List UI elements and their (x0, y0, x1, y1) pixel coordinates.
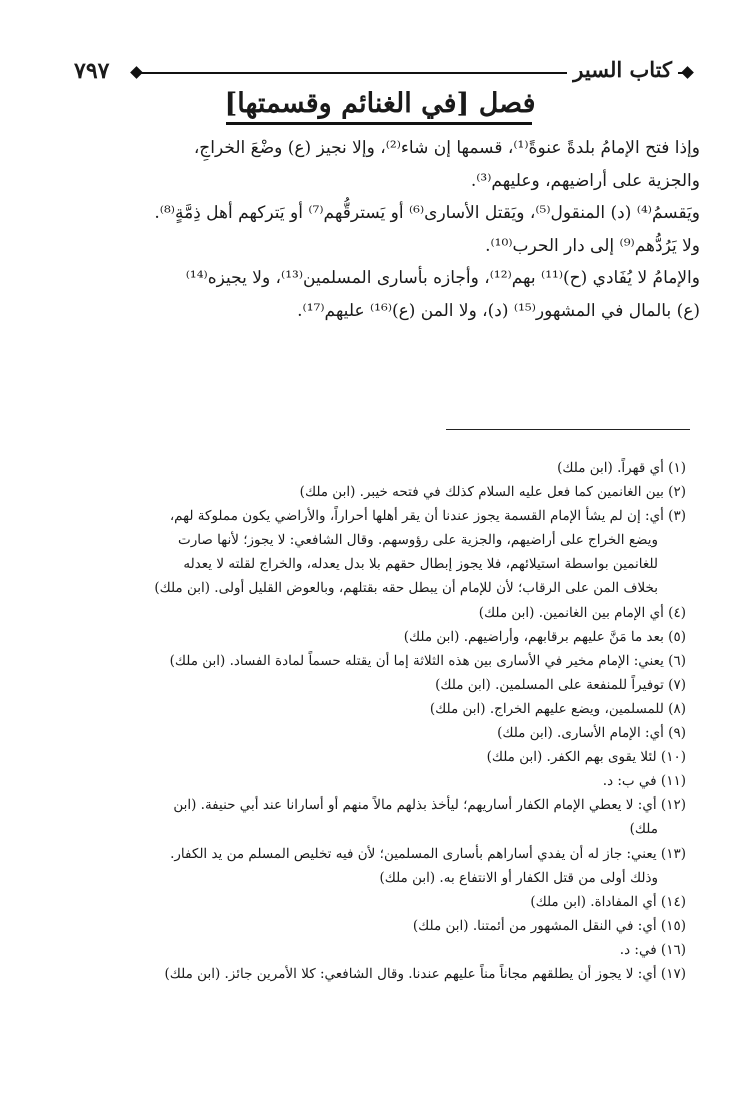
footnote-line: (٤) أي الإمام بين الغانمين. (ابن ملك) (478, 604, 686, 621)
footnote-line: (١) أي قهراً. (ابن ملك) (557, 460, 686, 476)
header-diamond-left (130, 66, 143, 79)
page-number: ٧٩٧ (74, 58, 130, 84)
footnote-line: (١١) في ب: د. (602, 773, 686, 790)
footnote-line: ويضع الخراج على أراضيهم، والجزية على رؤوسهم. وقال الشافعي: لا يجوز؛ لأنها صارت (178, 532, 658, 549)
chapter-heading: فصل [في الغنائم وقسمتها] (224, 88, 536, 119)
footnote-line: (١٢) أي: لا يعطي الإمام الكفار أساريهم؛ ليأخذ بذلهم مالاً منهم أو أسارانا عند أبي حنيفة. (ابن (173, 797, 686, 814)
footnote-line: (١٣) يعني: جاز له أن يفدي أساراهم بأسارى المسلمين؛ لأن فيه تخليص المسلم من يد الكفار. (170, 845, 686, 862)
main-text-line: والإمامُ لا يُفَادي (ح)⁽¹¹⁾ بهم⁽¹²⁾، وأجازه بأسارى المسلمين⁽¹³⁾، ولا يجيزه⁽¹⁴⁾ (185, 268, 700, 288)
footnote-line: (١٧) أي: لا يجوز أن يطلقهم مجاناً مناً عليهم عندنا. وقال الشافعي: كلا الأمرين جائز. (ابن ملك) (164, 965, 686, 982)
book-title: كتاب السير (567, 57, 678, 82)
main-text-line: ويَقسمُ⁽⁴⁾ (د) المنقول⁽⁵⁾، ويَقتل الأسارى⁽⁶⁾ أو يَسترقُّهم⁽⁷⁾ أو يَتركهم أهل ذِمَّةٍ⁽⁸⁾. (154, 203, 700, 223)
footnote-line: (٣) أي: إن لم يشأ الإمام القسمة يجوز عندنا أن يقر أهلها أحراراً، والأراضي يكون مملوكة لهم، (169, 508, 686, 525)
footnote-line: (١٤) أي المفاداة. (ابن ملك) (530, 893, 686, 910)
header-diamond-right (681, 66, 694, 79)
footnote-line: للغانمين بواسطة استيلائهم، فلا يجوز إبطال حقهم بلا بدل يعدله، والخراج لقلته لا يعدله (183, 556, 658, 573)
heading-underline (226, 122, 532, 125)
footnote-line: (١٥) أي: في النقل المشهور من أئمتنا. (ابن ملك) (412, 917, 686, 934)
footnotes (60, 456, 686, 986)
main-text-line: والجزية على أراضيهم، وعليهم⁽³⁾. (470, 170, 700, 191)
footnote-separator (446, 429, 690, 430)
footnote-line: (١٦) في: د. (619, 941, 686, 958)
footnote-line: (٢) بين الغانمين كما فعل عليه السلام كذلك في فتحه خيبر. (ابن ملك) (299, 484, 686, 501)
footnote-line: بخلاف المن على الرقاب؛ لأن للإمام أن يبطل حقه بقتلهم، وبالعوض القليل أولى. (ابن ملك) (154, 580, 658, 597)
main-text (60, 132, 700, 327)
main-text-line: ولا يَرُدُّهم⁽⁹⁾ إلى دار الحرب⁽¹⁰⁾. (485, 235, 700, 256)
footnote-line: (٥) بعد ما مَنَّ عليهم برقابهم، وأراضيهم. (ابن ملك) (403, 628, 686, 645)
footnote-line: (١٠) لئلا يقوى بهم الكفر. (ابن ملك) (486, 749, 686, 766)
footnote-line: (٦) يعني: الإمام مخير في الأسارى بين هذه الثلاثة إما أن يقتله حسماً لمادة الفساد. (ابن ملك) (169, 652, 686, 669)
running-header (74, 57, 698, 86)
footnote-line: (٧) توفيراً للمنفعة على المسلمين. (ابن ملك) (435, 676, 686, 693)
main-text-line: (ع) بالمال في المشهور⁽¹⁵⁾ (د)، ولا المن (ع)⁽¹⁶⁾ عليهم⁽¹⁷⁾. (297, 300, 700, 321)
footnote-line: (٨) للمسلمين، ويضع عليهم الخراج. (ابن ملك) (429, 700, 686, 717)
main-text-line: وإذا فتح الإمامُ بلدةً عنوةً⁽¹⁾، قسمها إن شاء⁽²⁾، وإلا نجيز (ع) وضْعَ الخراجِ، (193, 138, 700, 158)
footnote-line: ملك) (629, 821, 658, 838)
footnote-line: وذلك أولى من قتل الكفار أو الانتفاع به. (ابن ملك) (379, 869, 658, 886)
footnote-line: (٩) أي: الإمام الأسارى. (ابن ملك) (497, 725, 686, 742)
